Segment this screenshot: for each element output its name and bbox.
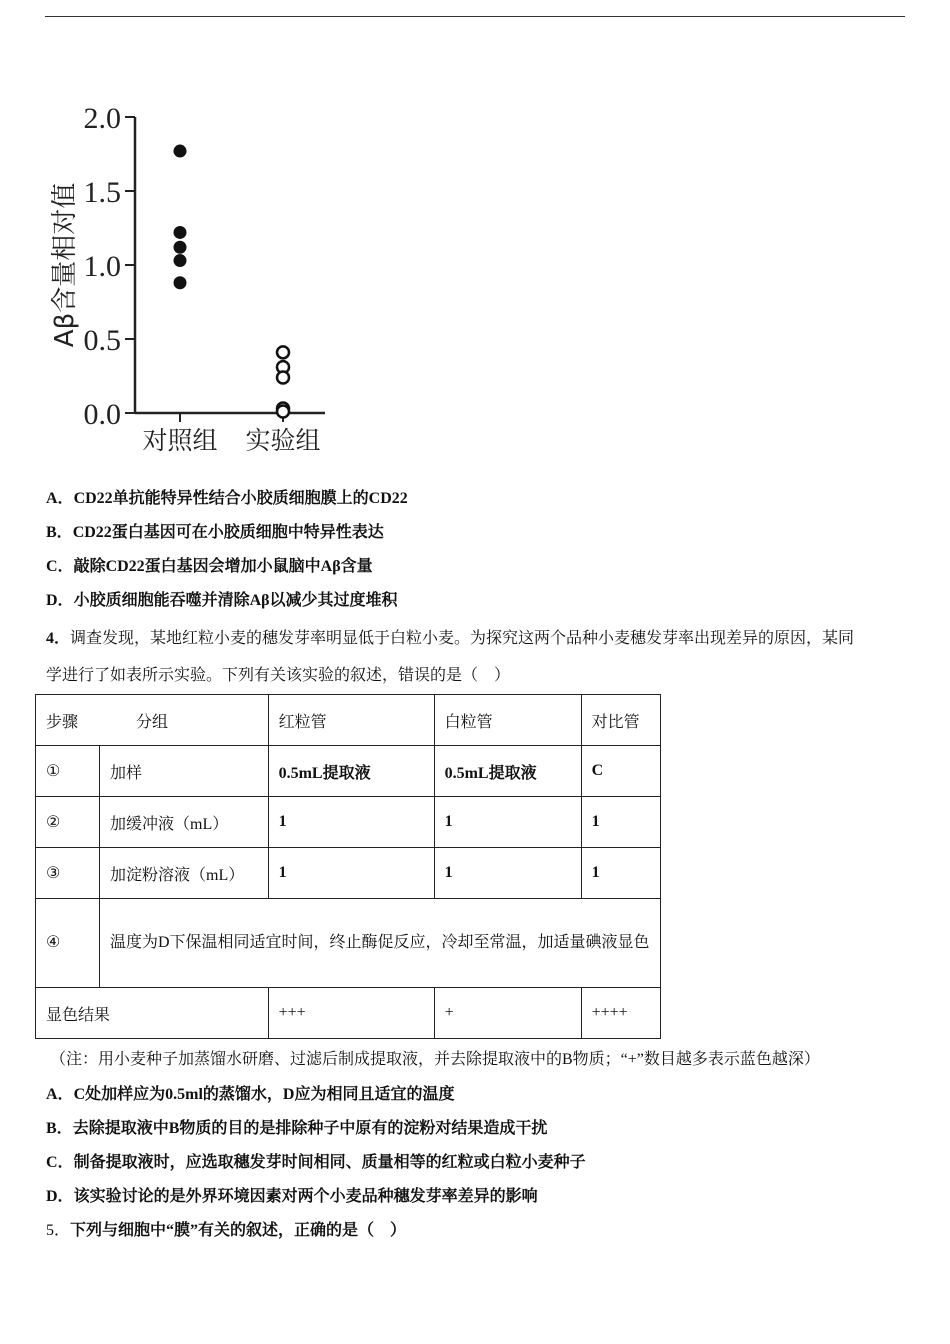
step-number: ② [36, 797, 100, 848]
cell-white: 1 [434, 848, 581, 899]
result-control: ++++ [581, 988, 660, 1039]
q4-stem-line2 [46, 662, 510, 685]
data-point [277, 371, 289, 383]
header-control: 对比管 [581, 695, 660, 746]
table-result-row [36, 988, 661, 1039]
x-tick-label: 实验组 [245, 426, 321, 455]
table-note: （注：用小麦种子加蒸馏水研磨、过滤后制成提取液，并去除提取液中的B物质；“+”数目越多表示蓝色越深） [50, 1051, 820, 1068]
option-text: 小胶质细胞能吞噬并清除Aβ以减少其过度堆积 [73, 592, 398, 609]
q4-option-d [46, 1183, 538, 1206]
option-letter: A． [46, 490, 74, 507]
option-text: C处加样应为0.5ml的蒸馏水，D应为相同且适宜的温度 [73, 1086, 455, 1103]
step-label: 加淀粉溶液（mL） [100, 848, 269, 899]
header-group: 分组 [136, 713, 169, 731]
data-point [174, 226, 187, 239]
result-red: +++ [268, 988, 434, 1039]
option-text: 制备提取液时，应选取穗发芽时间相同、质量相等的红粒或白粒小麦种子 [73, 1154, 586, 1171]
cell-white: 0.5mL提取液 [434, 746, 581, 797]
y-tick-label: 0.5 [83, 324, 121, 357]
question-text: 学进行了如表所示实验。下列有关该实验的叙述，错误的是（ ） [46, 667, 511, 684]
y-tick-label: 1.0 [83, 250, 121, 283]
q4-option-a [46, 1081, 454, 1104]
data-point [174, 276, 187, 289]
header-step: 步骤 [46, 713, 79, 731]
question-text: 调查发现，某地红粒小麦的穗发芽率明显低于白粒小麦。为探究这两个品种小麦穗发芽率出现差异的原因，某同 [70, 630, 855, 647]
question-text: 下列与细胞中“膜”有关的叙述，正确的是（ ） [70, 1222, 407, 1239]
cell-red: 0.5mL提取液 [268, 746, 434, 797]
question-number: 5． [46, 1222, 71, 1239]
option-letter: A． [46, 1086, 74, 1103]
y-tick-label: 0.0 [83, 398, 121, 431]
q5-stem [46, 1217, 406, 1240]
step-label: 加缓冲液（mL） [100, 797, 269, 848]
table-row [36, 797, 661, 848]
cell-control: 1 [581, 797, 660, 848]
option-letter: D． [46, 592, 74, 609]
option-text: CD22蛋白基因可在小胶质细胞中特异性表达 [72, 524, 384, 541]
option-text: CD22单抗能特异性结合小胶质细胞膜上的CD22 [73, 490, 408, 507]
step-label: 加样 [100, 746, 269, 797]
step-number: ① [36, 746, 100, 797]
result-label: 显色结果 [36, 988, 269, 1039]
table-row [36, 899, 661, 988]
y-axis-label: Aβ含量相对值 [50, 182, 80, 348]
option-text: 该实验讨论的是外界环境因素对两个小麦品种穗发芽率差异的影响 [73, 1188, 538, 1205]
cell-white: 1 [434, 797, 581, 848]
result-white: + [434, 988, 581, 1039]
header-white: 白粒管 [434, 695, 581, 746]
step-description: 温度为D下保温相同适宜时间，终止酶促反应，冷却至常温，加适量碘液显色 [100, 899, 661, 988]
q4-option-b [46, 1115, 547, 1138]
q4-option-c [46, 1149, 586, 1172]
table-header-row [36, 695, 661, 746]
question-number: 4． [46, 630, 71, 647]
q3-option-d [46, 587, 398, 610]
table-row [36, 746, 661, 797]
data-point [277, 406, 289, 418]
option-letter: B． [46, 1120, 73, 1137]
data-point [277, 346, 289, 358]
q3-option-b [46, 519, 384, 542]
cell-red: 1 [268, 848, 434, 899]
cell-red: 1 [268, 797, 434, 848]
option-letter: C． [46, 1154, 74, 1171]
cell-control: C [581, 746, 660, 797]
data-point [174, 145, 187, 158]
q3-option-a [46, 485, 408, 508]
option-letter: B． [46, 524, 73, 541]
header-step-group [36, 695, 269, 746]
cell-control: 1 [581, 848, 660, 899]
data-point [174, 254, 187, 267]
data-point [174, 241, 187, 254]
x-tick-label: 对照组 [142, 426, 218, 455]
scatter-chart [40, 95, 340, 465]
option-text: 敲除CD22蛋白基因会增加小鼠脑中Aβ含量 [73, 558, 373, 575]
header-red: 红粒管 [268, 695, 434, 746]
table-row [36, 848, 661, 899]
step-number: ③ [36, 848, 100, 899]
step-number: ④ [36, 899, 100, 988]
q4-stem-line1 [46, 625, 854, 648]
experiment-table [35, 694, 661, 1039]
y-tick-label: 1.5 [83, 176, 121, 209]
header-rule [45, 16, 905, 17]
option-letter: C． [46, 558, 74, 575]
option-letter: D． [46, 1188, 74, 1205]
y-tick-label: 2.0 [83, 102, 121, 135]
q3-option-c [46, 553, 373, 576]
option-text: 去除提取液中B物质的目的是排除种子中原有的淀粉对结果造成干扰 [72, 1120, 548, 1137]
